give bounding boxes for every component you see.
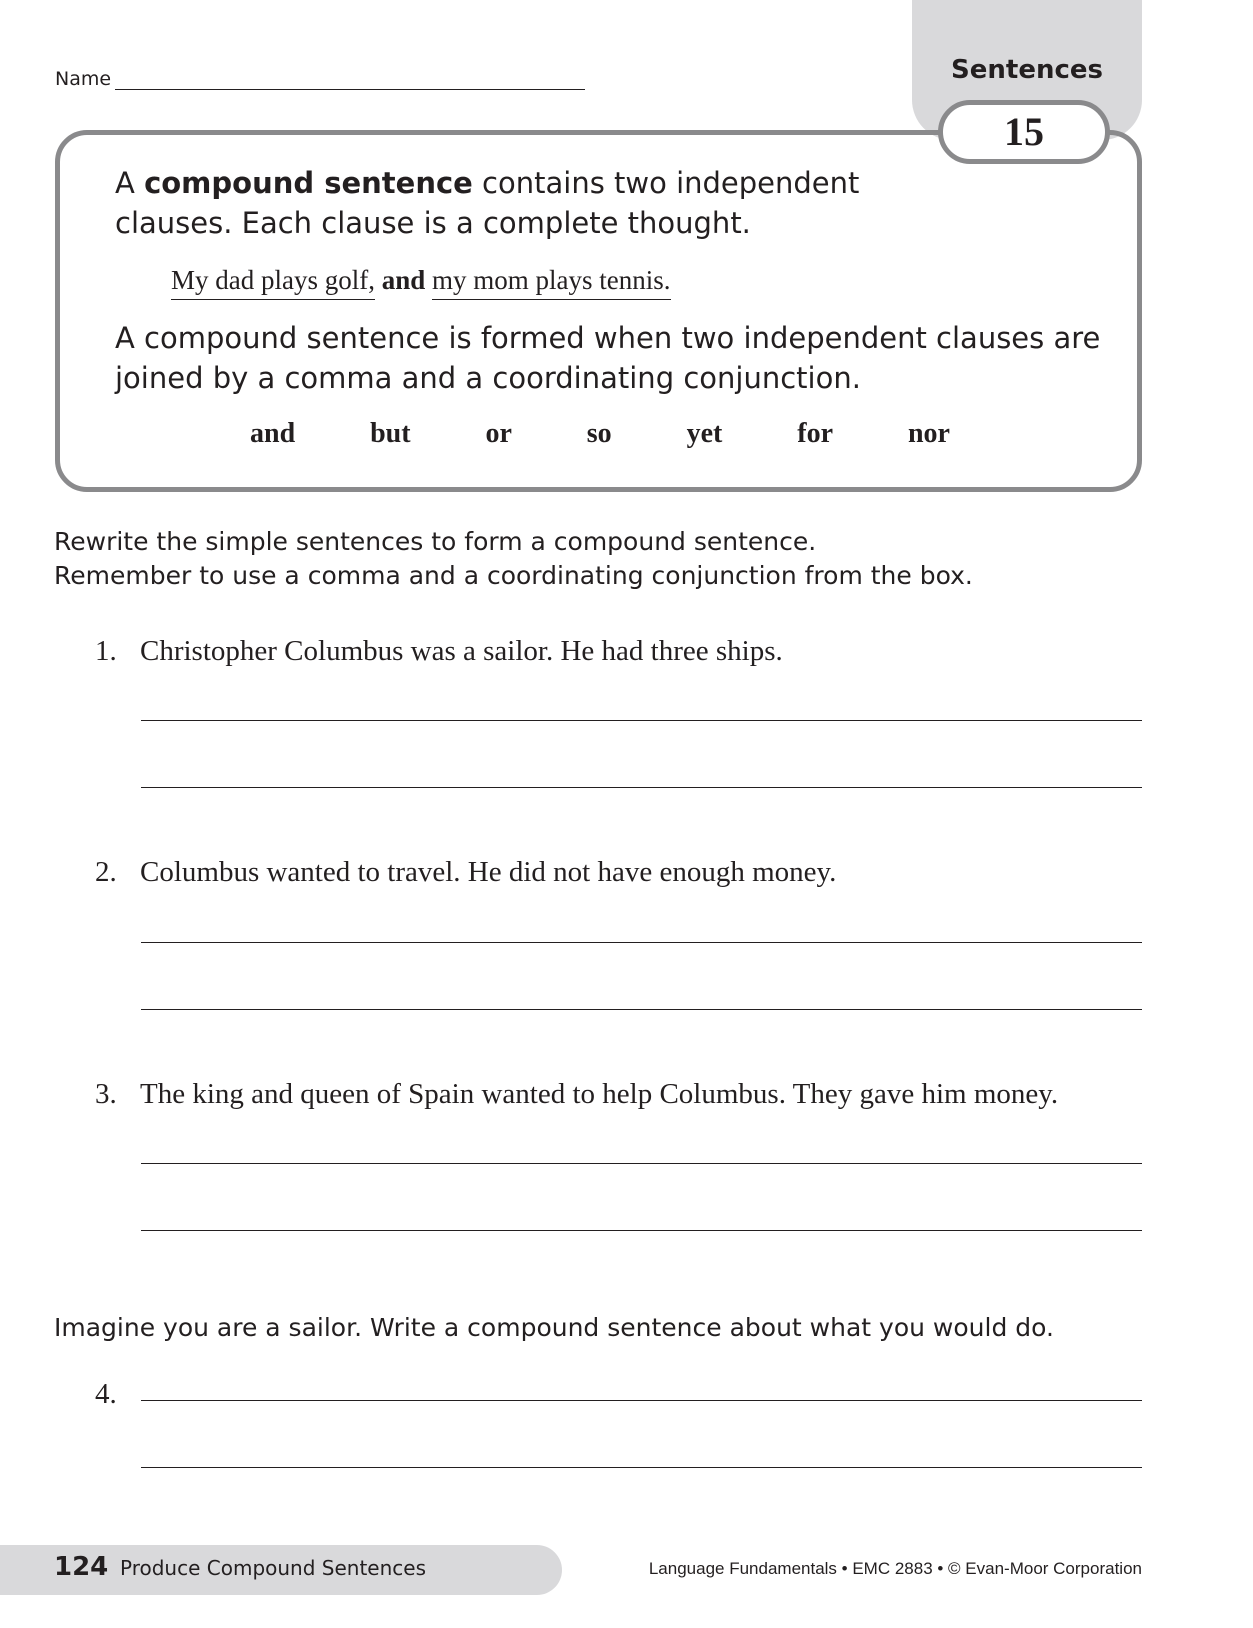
- exercise-item-2: [95, 856, 836, 889]
- example-sentence: [171, 265, 671, 296]
- item-number-4: 4.: [95, 1378, 117, 1410]
- definition-part: contains two independent clauses. Each clause is a complete thought.: [115, 166, 860, 240]
- footer-title: Produce Compound Sentences: [120, 1556, 426, 1580]
- answer-line[interactable]: [141, 1009, 1142, 1010]
- exercise-item-1: [95, 635, 783, 668]
- conjunction-list: [250, 418, 950, 450]
- conjunction-item: yet: [686, 418, 723, 449]
- category-title: Sentences: [951, 55, 1103, 85]
- definition-part: A: [115, 166, 145, 200]
- answer-line[interactable]: [141, 787, 1142, 788]
- conjunction-item: and: [250, 418, 296, 449]
- name-field: [55, 68, 585, 90]
- conjunction-item: so: [586, 418, 612, 449]
- answer-line[interactable]: [141, 1163, 1142, 1164]
- conjunction-item: or: [485, 418, 512, 449]
- instruction-line: Rewrite the simple sentences to form a compound sentence.: [54, 527, 817, 556]
- item-text: Columbus wanted to travel. He did not have enough money.: [140, 856, 837, 888]
- conjunction-item: but: [370, 418, 411, 449]
- item-number: 1.: [95, 635, 117, 667]
- imagine-prompt: Imagine you are a sailor. Write a compound sentence about what you would do.: [54, 1313, 1054, 1342]
- example-clause-2: my mom plays tennis.: [432, 265, 671, 300]
- answer-line[interactable]: [141, 720, 1142, 721]
- item-number: 3.: [95, 1078, 117, 1110]
- example-clause-1: My dad plays golf,: [171, 265, 375, 300]
- conjunction-item: nor: [907, 418, 950, 449]
- conjunction-item: for: [797, 418, 834, 449]
- lesson-number-badge: 15: [938, 100, 1110, 164]
- instructions: [54, 525, 973, 593]
- example-conjunction: and: [381, 265, 426, 295]
- page-number: 124: [54, 1552, 109, 1582]
- footer-credit: Language Fundamentals • EMC 2883 • © Evan-Moor Corporation: [648, 1559, 1142, 1578]
- name-label: Name: [55, 68, 112, 90]
- answer-line[interactable]: [141, 1400, 1142, 1401]
- exercise-item-3: [95, 1078, 1058, 1111]
- item-text: The king and queen of Spain wanted to help Columbus. They gave him money.: [140, 1078, 1059, 1110]
- definition-text: [115, 163, 935, 243]
- answer-line[interactable]: [141, 1230, 1142, 1231]
- item-text: Christopher Columbus was a sailor. He had three ships.: [140, 635, 783, 667]
- instruction-line: Remember to use a comma and a coordinating conjunction from the box.: [54, 561, 973, 590]
- answer-line[interactable]: [141, 1467, 1142, 1468]
- formation-text: A compound sentence is formed when two independent clauses are joined by a comma and a coordinating conjunction.: [115, 321, 1101, 395]
- name-write-line[interactable]: [115, 71, 585, 90]
- item-number: 2.: [95, 856, 117, 888]
- definition-term: compound sentence: [144, 166, 473, 200]
- answer-line[interactable]: [141, 942, 1142, 943]
